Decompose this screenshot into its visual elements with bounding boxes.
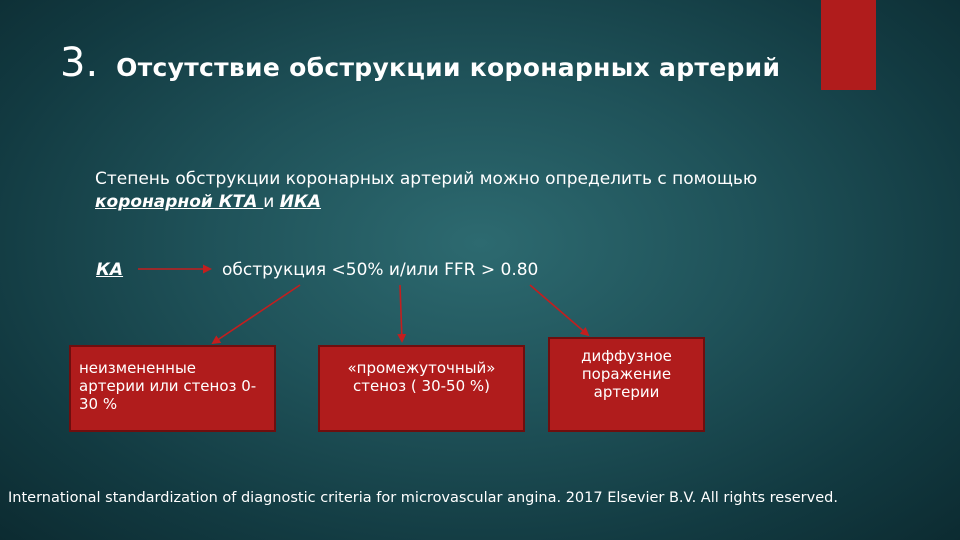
box-intermediate-stenosis: «промежуточный» стеноз ( 30-50 %): [318, 345, 525, 432]
ika-link: ИКА: [279, 192, 322, 212]
arrow-to-box2: [400, 285, 402, 341]
arrow-to-box3: [530, 285, 588, 335]
criterion-text: обструкция <50% и/или FFR > 0.80: [222, 260, 539, 280]
intro-prefix: Степень обструкции коронарных артерий можно определить с помощью: [95, 169, 758, 189]
kta-link: коронарной КТА: [95, 192, 264, 212]
intro-middle: и: [263, 192, 280, 212]
footer-citation: International standardization of diagnostic criteria for microvascular angina. 2017 Elsevier B.V. All rights reserved.: [8, 490, 838, 506]
ka-label: КА: [96, 260, 124, 280]
arrow-to-box1: [213, 285, 300, 343]
title-number: 3.: [60, 40, 99, 86]
box-unchanged-arteries: неизмененные артерии или стеноз 0-30 %: [69, 345, 276, 432]
title-text: Отсутствие обструкции коронарных артерий: [116, 53, 781, 82]
box-diffuse-lesion: диффузное поражение артерии: [548, 337, 705, 432]
